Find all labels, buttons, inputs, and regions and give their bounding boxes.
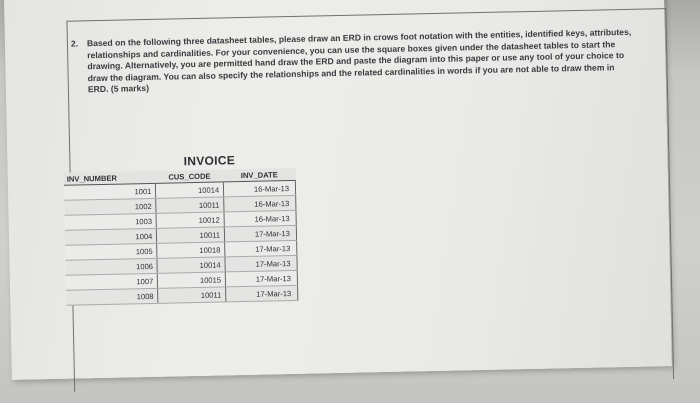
cell-cus-code: 10018 xyxy=(157,242,225,258)
cell-inv-number: 1006 xyxy=(65,258,157,275)
cell-inv-date: 17-Mar-13 xyxy=(225,240,297,257)
paper-sheet xyxy=(4,0,672,380)
cell-cus-code: 10014 xyxy=(157,257,225,273)
cell-inv-date: 17-Mar-13 xyxy=(226,285,298,302)
invoice-title: INVOICE xyxy=(183,153,236,169)
question-block xyxy=(70,26,636,96)
cell-inv-number: 1005 xyxy=(65,243,157,260)
cell-inv-date: 16-Mar-13 xyxy=(224,195,296,212)
cell-cus-code: 10011 xyxy=(158,287,226,303)
cell-cus-code: 10011 xyxy=(157,227,225,243)
cell-inv-date: 17-Mar-13 xyxy=(224,225,296,242)
cell-cus-code: 10012 xyxy=(156,212,224,228)
cell-inv-number: 1007 xyxy=(66,273,158,290)
cell-inv-number: 1003 xyxy=(65,213,157,230)
cell-inv-number: 1008 xyxy=(66,288,158,305)
cell-cus-code: 10014 xyxy=(156,182,224,198)
column-header-inv-date: INV_DATE xyxy=(223,168,295,182)
question-text: Based on the following three datasheet tables, please draw an ERD in crows foot notation with the entities, identified keys, attributes, relationships and cardinalities. For your convenience, you can use the square boxes given under the datasheet tables to start the drawing. Alternatively, you are permitted hand draw the ERD and paste the diagram into this paper or use any tool of your choice to draw the diagram. You can also specify the relationships and the related cardinalities in words if you are not able to draw them in ERD. (5 marks) xyxy=(86,26,632,95)
cell-inv-number: 1002 xyxy=(64,198,156,215)
column-header-inv-number: INV_NUMBER xyxy=(64,171,156,185)
cell-cus-code: 10011 xyxy=(156,197,224,213)
cell-inv-date: 16-Mar-13 xyxy=(224,210,296,227)
invoice-table-block xyxy=(63,152,298,306)
cell-inv-number: 1001 xyxy=(64,183,156,200)
cell-inv-date: 17-Mar-13 xyxy=(225,270,297,287)
cell-cus-code: 10015 xyxy=(158,272,226,288)
cell-inv-number: 1004 xyxy=(65,228,157,245)
column-header-cus-code: CUS_CODE xyxy=(155,169,223,183)
cell-inv-date: 17-Mar-13 xyxy=(225,255,297,272)
invoice-table xyxy=(64,168,299,306)
question-number: 2. xyxy=(70,38,79,49)
cell-inv-date: 16-Mar-13 xyxy=(223,180,295,197)
